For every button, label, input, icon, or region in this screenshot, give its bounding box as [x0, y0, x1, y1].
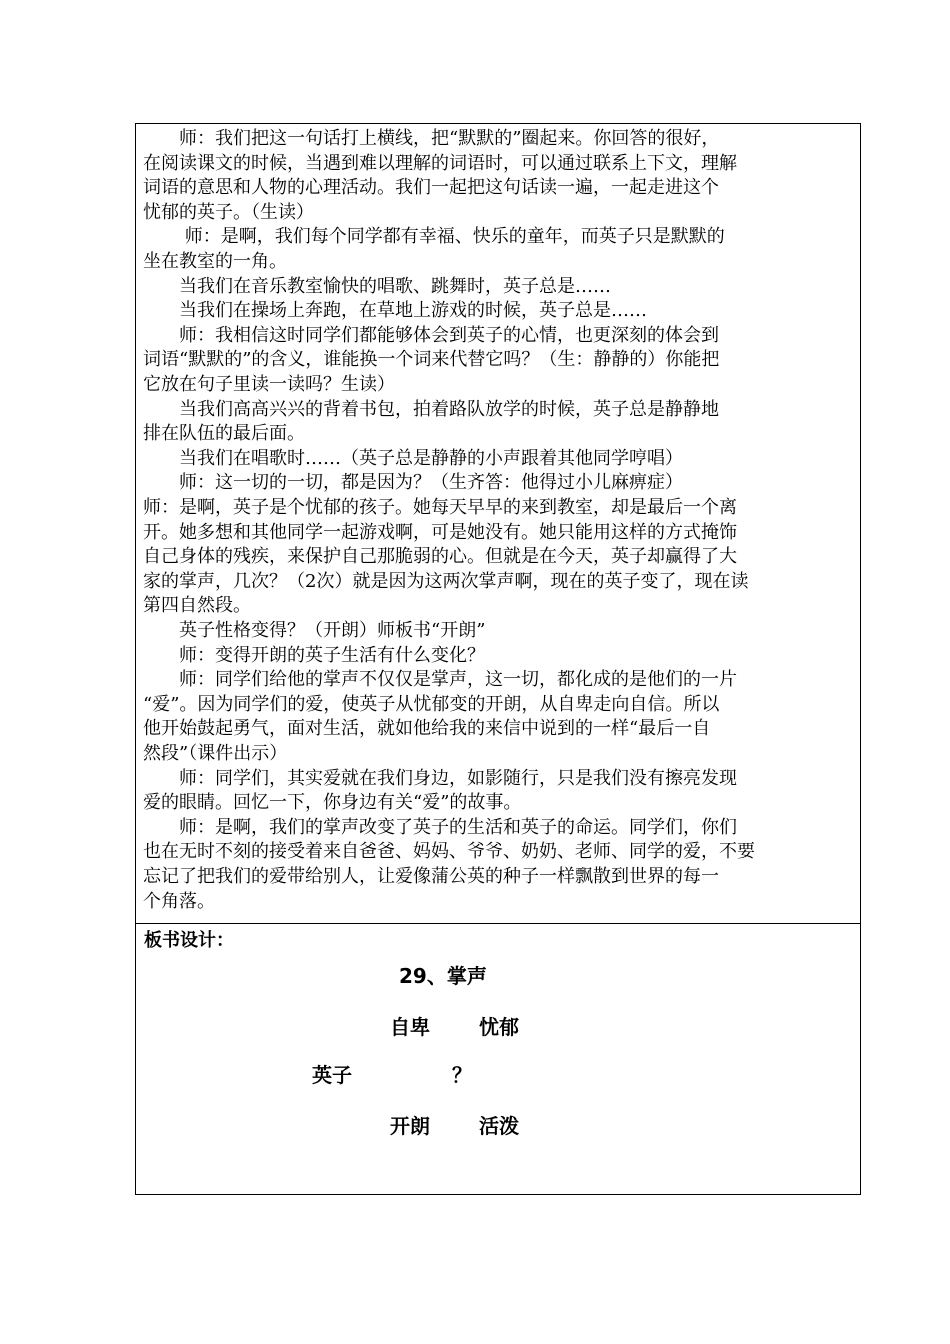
- lesson-line: “爱”。因为同学们的爱，使英子从忧郁变的开朗，从自卑走向自信。所以: [143, 693, 720, 715]
- lesson-text-cell: [136, 124, 860, 924]
- lesson-line: 英子性格变得？（开朗）师板书“开朗”: [143, 620, 486, 641]
- lesson-table: [135, 123, 861, 1195]
- lesson-line: 师：这一切的一切，都是因为？（生齐答：他得过小儿麻痹症）: [143, 472, 683, 494]
- lesson-line: 自己身体的残疾，来保护自己那脆弱的心。但就是在今天，英子却赢得了大: [143, 546, 737, 568]
- lesson-line: 家的掌声，几次？（2次）就是因为这两次掌声啊，现在的英子变了，现在读: [143, 570, 749, 592]
- board-word-huopo: 活泼: [479, 1114, 519, 1138]
- lesson-line: 他开始鼓起勇气，面对生活，就如他给我的来信中说到的一样“最后一自: [143, 718, 711, 740]
- lesson-line: 坐在教室的一角。: [143, 251, 287, 272]
- lesson-line: 忧郁的英子。（生读）: [143, 201, 314, 223]
- lesson-line: 在阅读课文的时候，当遇到难以理解的词语时，可以通过联系上下文，理解: [143, 152, 737, 174]
- lesson-line: 当我们在唱歌时……（英子总是静静的小声跟着其他同学哼唱）: [143, 447, 683, 469]
- board-design-label: 板书设计：: [144, 930, 234, 951]
- lesson-line: 词语的意思和人物的心理活动。我们一起把这句话读一遍，一起走进这个: [143, 177, 719, 199]
- lesson-line: 开。她多想和其他同学一起游戏啊，可是她没有。她只能用这样的方式掩饰: [143, 521, 737, 543]
- lesson-line: 第四自然段。: [143, 595, 251, 617]
- lesson-line: 词语“默默的”的含义，谁能换一个词来代替它吗？（生：静静的）你能把: [143, 349, 720, 371]
- lesson-line: 当我们高高兴兴的背着书包，拍着路队放学的时候，英子总是静静地: [143, 398, 719, 420]
- board-word-kailang: 开朗: [390, 1114, 430, 1138]
- board-question-mark: ？: [452, 1063, 472, 1087]
- lesson-line: 师：我相信这时同学们都能够体会到英子的心情，也更深刻的体会到: [143, 324, 719, 346]
- lesson-line: 它放在句子里读一读吗？生读）: [143, 374, 395, 395]
- lesson-line: 排在队伍的最后面。: [143, 423, 305, 445]
- lesson-line: 忘记了把我们的爱带给别人，让爱像蒲公英的种子一样飘散到世界的每一: [143, 866, 719, 887]
- board-word-zibei: 自卑: [390, 1015, 430, 1039]
- lesson-line: 师：是啊，我们的掌声改变了英子的生活和英子的命运。同学们，你们: [143, 816, 737, 838]
- lesson-line: 个角落。: [143, 890, 215, 912]
- lesson-line: 师：我们把这一句话打上横线，把“默默的”圈起来。你回答的很好，: [143, 128, 720, 149]
- board-word-yingzi: 英子: [312, 1063, 352, 1087]
- lesson-line: 师：同学们给他的掌声不仅仅是掌声，这一切，都化成的是他们的一片: [143, 669, 737, 691]
- lesson-line: 当我们在操场上奔跑，在草地上游戏的时候，英子总是……: [143, 300, 647, 322]
- lesson-line: 当我们在音乐教室愉快的唱歌、跳舞时，英子总是……: [143, 275, 611, 297]
- lesson-line: 师：是啊，英子是个忧郁的孩子。她每天早早的来到教室，却是最后一个离: [143, 497, 737, 518]
- lesson-line: 也在无时不刻的接受着来自爸爸、妈妈、爷爷、奶奶、老师、同学的爱，不要: [143, 841, 755, 863]
- lesson-line: 师：是啊，我们每个同学都有幸福、快乐的童年，而英子只是默默的: [143, 226, 725, 248]
- lesson-line: 爱的眼睛。回忆一下，你身边有关“爱”的故事。: [143, 792, 522, 814]
- board-title: 29、掌声: [399, 964, 487, 988]
- board-design-cell: [136, 924, 860, 1194]
- lesson-line: 师：同学们，其实爱就在我们身边，如影随行，只是我们没有擦亮发现: [143, 767, 737, 789]
- lesson-line: 然段”（课件出示）: [143, 743, 288, 764]
- board-word-youyu: 忧郁: [479, 1015, 519, 1039]
- lesson-line: 师：变得开朗的英子生活有什么变化？: [143, 644, 485, 666]
